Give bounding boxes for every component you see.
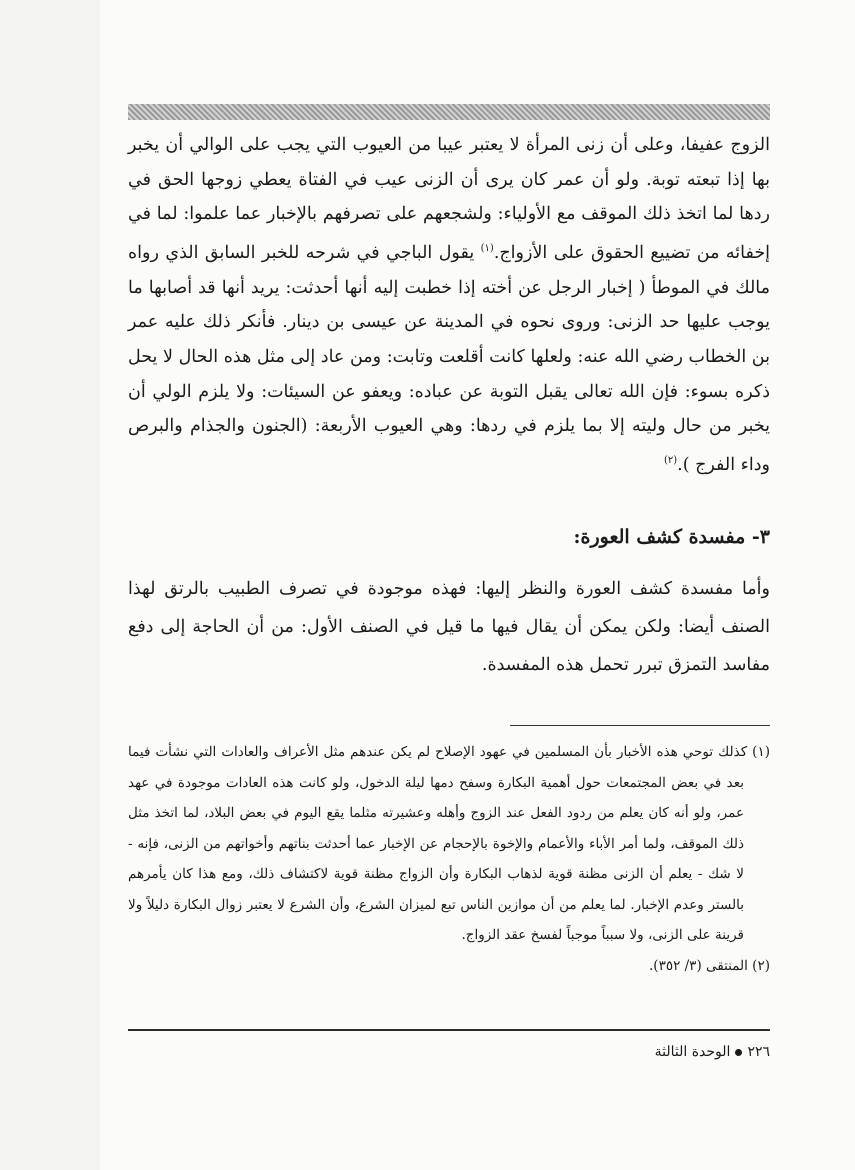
footer-rule (128, 1029, 770, 1031)
footnote-ref-2[interactable]: (٢) (663, 455, 678, 467)
section-heading: ٣- مفسدة كشف العورة: (573, 526, 770, 548)
bullet-icon (735, 1049, 742, 1056)
paragraph-1-text: الزوج عفيفا، وعلى أن زنى المرأة لا يعتبر عيبا من العيوب التي يجب على الوالي أن يخبر بها إذا تبعته توبة. ولو أن عمر كان يرى أن الزنى عيب في الفتاة يعطي زوجها الحق في ردها لما اتخذ ذلك الموقف مع الأولياء: ولشجعهم على تصرفهم بالإخبار عما علموا: لما في إخفائه من تضييع الحقوق على الأزواج. (128, 135, 770, 263)
footnote-2: (٢) المنتقى (٣/ ٣٥٢). (649, 957, 770, 974)
footnote-1: (١) كذلك توحي هذه الأخبار بأن المسلمين في عهود الإصلاح لم يكن عندهم مثل الأعراف والعادات التي نشأت فيما بعد في بعض المجتمعات حول أهمية البكارة وسفح دمها ليلة الدخول، ولو كانت هذه العادات موجودة في عهد عمر، ولو أنه كان يعلم من ردود الفعل عند الزوج وأهله وعشيرته مثلما يقع اليوم في بعض البلاد، لما اتخذ مثل ذلك الموقف، ولما أمر الأباء والأعمام والإخوة بالإحجام عن الإخبار عما أحدثت بناتهم وأخواتهم من الزنى، فإنه - لا شك - يعلم أن الزنى مظنة قوية لذهاب البكارة وأن الزواج مظنة قوية لاكتشاف ذلك، ومع هذا كان يأمرهم بالستر وعدم الإخبار. لما يعلم من أن موازين الناس تبع لميزان الشرع، وأن الشرع لا يعتبر زوال البكارة دليلاً ولا قرينة على الزنى، ولا سبباً موجباً لفسخ عقد الزواج. (128, 744, 770, 943)
footnote-ref-1[interactable]: (١) (480, 243, 494, 255)
page-footer (128, 1040, 770, 1064)
page-number: ٢٢٦ (747, 1044, 770, 1060)
header-ornament-bar (128, 104, 770, 120)
unit-title: الوحدة الثالثة (654, 1044, 731, 1060)
section-paragraph: وأما مفسدة كشف العورة والنظر إليها: فهذه موجودة في تصرف الطبيب بالرتق لهذا الصنف أيضا: ولكن يمكن أن يقال فيها ما قيل في الصنف الأول: من أن الحاجة إلى دفع مفاسد التمزق تبرر تحمل هذه المفسدة. (128, 579, 770, 675)
paragraph-1-continuation: يقول الباجي في شرحه للخبر السابق الذي رواه مالك في الموطأ ( إخبار الرجل عن أخته إذا خطبت إليه أنها أحدثت: يريد أنها قد أصابها ما يوجب عليها حد الزنى: وروى نحوه في المدينة عن عيسى بن دينار. فأنكر ذلك عليه عمر بن الخطاب رضي الله عنه: ولعلها كانت أقلعت وتابت: ومن عاد إلى مثل هذه الحال لا يحل ذكره بسوء: فإن الله تعالى يقبل التوبة عن عباده: ويعفو عن السيئات: ولا يلزم الولي أن يخبر من حال وليته إلا بما يلزم في ردها: وهي العيوب الأربعة: (الجنون والجذام والبرص وداء الفرج ). (128, 242, 770, 475)
paragraph-1 (128, 128, 770, 483)
footnotes-block (128, 737, 770, 981)
main-paragraph (128, 128, 770, 483)
footnote-separator (510, 725, 770, 726)
